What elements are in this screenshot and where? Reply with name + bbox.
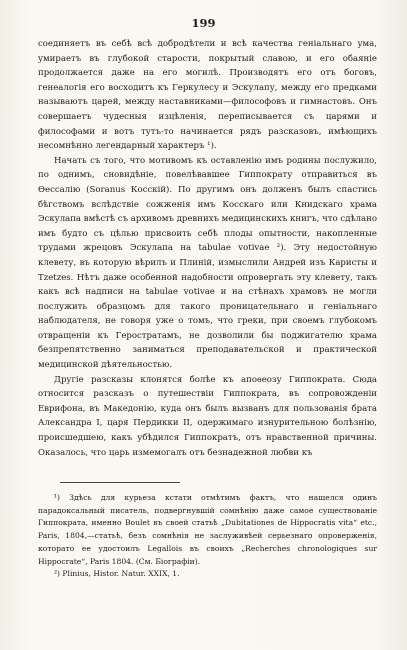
paragraph-1: соединяетъ въ себѣ всѣ добродѣтели и всѣ качества геніальнаго ума, умираетъ въ глубокой старости, покрытый славою, и его обаяніе продолжается даже на его могилѣ. Производятъ его отъ боговъ, генеалогія его восходитъ къ Геркулесу и Эскулапу, между его предками называютъ царей, между наставниками—философовъ и гимнастовъ. Онъ совершаетъ чудесныя изцѣленія, переписывается съ царями и философами и вотъ тутъ-то начинается рядъ разсказовъ, имѣющихъ несомнѣнно легендарный характеръ ¹). [38,39,377,152]
paragraph-3: Другіе разсказы клонятся болѣе къ апоѳеозу Гиппократа. Сюда относится разсказъ о путешествіи Гиппократа, въ сопровожденіи Еврифона, въ Македонію, куда онъ былъ вызванъ для пользованія брата Александра I, царя Пердикки II, одержимаго изнурительною болѣзнію, происшедшею, какъ убѣдился Гиппократъ, отъ нравственной причины. Оказалось, что царь измемогалъ отъ безнадежной любви къ [38,374,377,458]
main-text [38,37,377,460]
page-number: 199 [191,16,216,30]
footnote-divider [60,482,180,483]
footnote-2: ²) Plinius, Histor. Natur. XXIX, 1. [54,569,180,579]
footnote-1: ¹) Здѣсь для курьеза кстати отмѣтимъ фактъ, что нашелся одинъ парадоксальный писатель, подвергнувшій сомнѣнію даже самое существованіе Гиппократа, именно Boulet въ своей статьѣ „Dubitationes de Hippocratis vita“ etc., Paris, 1804,—статьѣ, безъ сомнѣнія не заслуживѣей серьезнаго опроверженія, которато ее удостоилъ Legallois въ своихъ „Recherches chronologiques sur Hippocrate“, Paris 1804. (См. Біографіи). [38,493,377,566]
footnotes [38,492,377,581]
paragraph-2: Начать съ того, что мотивомъ къ оставленію имъ родины послужило, по однимъ, сновидѣніе, повелѣвавшее Гиппократу отправиться въ Ѳессалію (Soranus Косскій). По другимъ онъ долженъ былъ спастись бѣгствомъ вслѣдствіе сожженія имъ Косскаго или Книдскаго храма Эскулапа вмѣстѣ съ архивомъ древнихъ медицинскихъ книгъ, что сдѣлано имъ будто съ цѣлью присвоить себѣ плоды опытности, накопленные трудами жрецовъ Эскулапа на tabulae votivae ²). Эту недостойную клевету, въ которую вѣрилъ и Плиній, измыслили Андрей изъ Кaристы и Tzetzes. Нѣтъ даже особенной надобности опровергать эту клевету, такъ какъ всѣ надписи на tabulae votivae и на стѣнахъ храмовъ не могли послужить образцомъ для такого проницательнаго и геніальнаго наблюдателя, не говоря уже о томъ, что греки, при своемъ глубокомъ отвращеніи къ Геростратамъ, не дозволили бы поджигателю храма безпрепятственно заниматься преподавательской и практической медицинской дѣятельностью. [38,155,377,371]
